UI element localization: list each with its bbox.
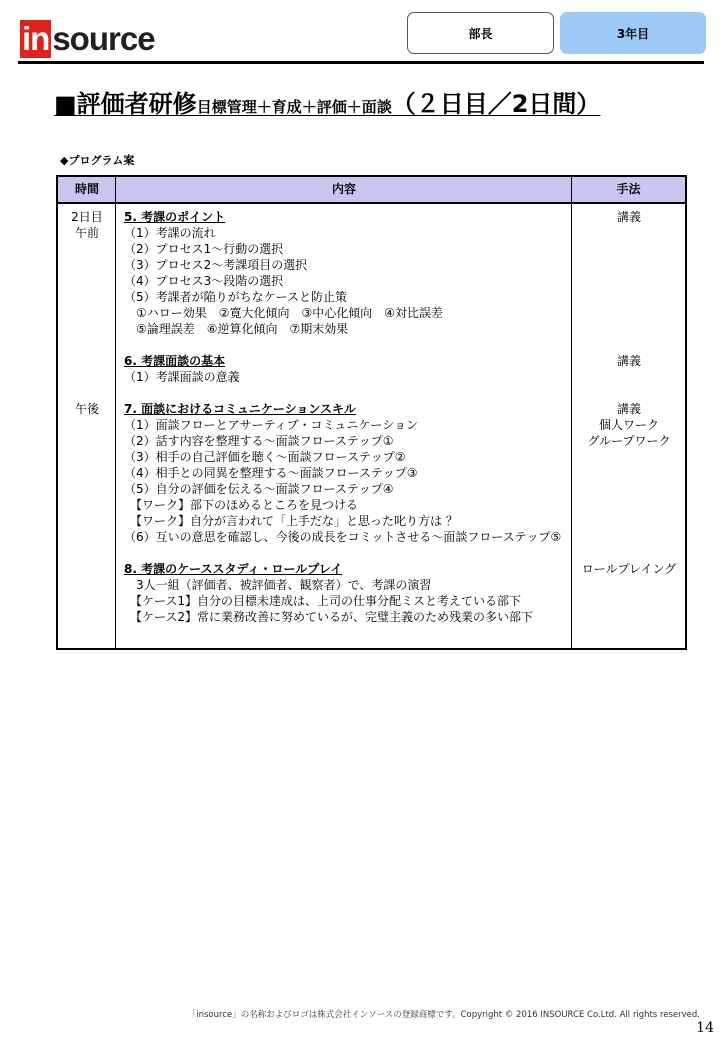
header-divider — [18, 61, 704, 64]
content-line: ①ハロー効果 ②寛大化傾向 ③中心化傾向 ④対比誤差 — [124, 306, 444, 320]
method-lecture: 講義 — [616, 354, 641, 368]
content-line: （4）プロセス3～段階の選択 — [124, 274, 284, 288]
header-time: 時間 — [74, 182, 99, 196]
content-line: （3）相手の自己評価を聴く～面談フローステップ② — [124, 450, 406, 464]
page-title — [54, 84, 600, 119]
time-morning: 午前 — [74, 226, 99, 240]
method-lecture: 講義 — [616, 402, 641, 416]
program-table — [56, 175, 687, 650]
content-line: 【ワーク】自分が言われて「上手だな」と思った叱り方は ？ — [124, 514, 458, 528]
content-line: （1）面談フローとアサーティブ・コミュニケーション — [124, 418, 418, 432]
page-number: 14 — [696, 1020, 714, 1036]
content-line: （2）話す内容を整理する～面談フローステップ① — [124, 434, 394, 448]
role-tab: 部長 — [407, 12, 554, 54]
content-line: （5）考課者が陥りがちなケースと防止策 — [124, 290, 348, 304]
content-line: 【ワーク】部下のほめるところを見つける — [124, 498, 359, 512]
content-line: 【ケース2】常に業務改善に努めているが、完璧主義のため残業の多い部下 — [124, 610, 534, 624]
header-content: 内容 — [331, 182, 356, 196]
copyright-footer: 「insource」の名称およびロゴは株式会社インソースの登録商標です。Copyright © 2016 INSOURCE Co.Ltd. All rights reserved. — [187, 1010, 700, 1020]
title-sub: 目標管理＋育成＋評価＋面談 — [196, 98, 392, 116]
column-divider — [571, 177, 572, 648]
content-line: （3）プロセス2～考課項目の選択 — [124, 258, 308, 272]
content-line: （2）プロセス1～行動の選択 — [124, 242, 284, 256]
content-line: （1）考課面談の意義 — [124, 370, 240, 384]
content-line: （1）考課の流れ — [124, 226, 216, 240]
logo-highlight: in — [22, 20, 50, 57]
program-label: ◆プログラム案 — [60, 154, 135, 167]
content-line: （6）互いの意思を確認し、今後の成長をコミットさせる～面談フローステップ⑤ — [124, 530, 562, 544]
method-group-work: グループワーク — [587, 434, 671, 448]
header-method: 手法 — [616, 182, 641, 196]
table-header — [58, 177, 685, 204]
method-individual-work: 個人ワーク — [598, 418, 659, 432]
method-role-playing: ロールプレイング — [581, 562, 677, 576]
logo-text: source — [52, 20, 155, 57]
title-main: ■評価者研修 — [54, 90, 197, 118]
content-line: 【ケース1】自分の目標未達成は、上司の仕事分配ミスと考えている部下 — [124, 594, 522, 608]
section-title: 6. 考課面談の基本 — [124, 354, 226, 368]
content-line: （5）自分の評価を伝える～面談フローステップ④ — [124, 482, 394, 496]
content-line: （4）相手との同異を整理する～面談フローステップ③ — [124, 466, 418, 480]
time-day: 2日目 — [71, 210, 103, 224]
content-line: ⑤論理誤差 ⑥逆算化傾向 ⑦期末効果 — [124, 322, 349, 336]
insource-logo — [20, 18, 155, 58]
method-lecture: 講義 — [616, 210, 641, 224]
section-title: 5. 考課のポイント — [124, 210, 226, 224]
time-afternoon: 午後 — [74, 402, 99, 416]
year-tab: 3年目 — [560, 12, 706, 54]
section-title: 7. 面談におけるコミュニケーションスキル — [124, 402, 356, 416]
program-content — [124, 209, 561, 625]
title-days: （２日目／2日間） — [391, 90, 601, 118]
content-line: 3人一組（評価者、被評価者、観察者）で、考課の演習 — [124, 578, 432, 592]
section-title: 8. 考課のケーススタディ・ロールプレイ — [124, 562, 343, 576]
